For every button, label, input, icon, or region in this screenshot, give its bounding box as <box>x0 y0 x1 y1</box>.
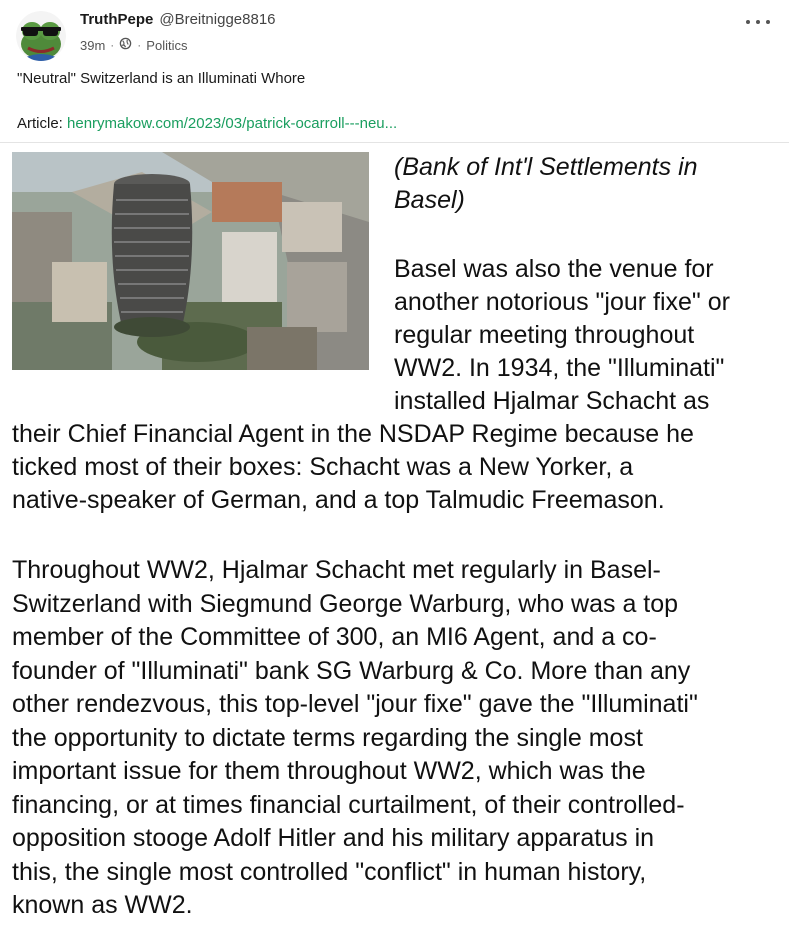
text-line: opposition stooge Adolf Hitler and his military apparatus in <box>12 824 655 852</box>
text-line: installed Hjalmar Schacht as <box>394 387 710 415</box>
text-line: this, the single most controlled "conflict" in human history, <box>12 857 647 886</box>
post-meta <box>80 36 276 54</box>
text-line: known as WW2. <box>12 891 193 919</box>
post-time[interactable]: 39m <box>80 37 106 53</box>
post-topic[interactable]: Politics <box>146 37 188 53</box>
text-line: Switzerland with Siegmund George Warburg, who was a top <box>12 589 679 618</box>
author-name-row <box>80 11 276 33</box>
author-block <box>80 11 276 54</box>
text-line: the opportunity to dictate terms regarding the single most <box>12 723 643 752</box>
post-text: "Neutral" Switzerland is an Illuminati Whore <box>17 70 306 87</box>
author-display-name[interactable]: TruthPepe <box>80 11 154 28</box>
more-options-dots-icon[interactable] <box>746 14 770 30</box>
meta-separator-2: · <box>137 38 142 52</box>
text-line: important issue for them throughout WW2, which was the <box>12 757 646 785</box>
text-line: their Chief Financial Agent in the NSDAP Regime because he <box>12 420 694 448</box>
politics-globe-icon <box>119 37 132 53</box>
text-line: other rendezvous, this top-level "jour fixe" gave the "Illuminati" <box>12 690 698 718</box>
bis-tower-photo <box>12 152 369 370</box>
caption-line: (Bank of Int'l Settlements in <box>394 153 698 181</box>
caption-line: Basel) <box>394 186 465 214</box>
post-header <box>16 10 776 60</box>
paragraph-1-full <box>12 418 787 517</box>
text-line: founder of "Illuminati" bank SG Warburg & Co. More than any <box>12 656 691 685</box>
article-image[interactable] <box>0 143 789 939</box>
author-handle[interactable]: @Breitnigge8816 <box>159 11 276 28</box>
article-prefix: Article: <box>17 115 68 132</box>
text-line: financing, or at times financial curtailment, of their controlled- <box>12 790 685 819</box>
image-caption <box>394 151 784 217</box>
text-line: regular meeting throughout <box>394 321 695 349</box>
text-line: WW2. In 1934, the "Illuminati" <box>394 354 725 382</box>
meta-separator: · <box>110 38 115 52</box>
text-line: ticked most of their boxes: Schacht was a New Yorker, a <box>12 453 634 481</box>
text-line: Throughout WW2, Hjalmar Schacht met regularly in Basel- <box>12 556 661 584</box>
frog-sunglasses-avatar-icon[interactable] <box>16 11 66 61</box>
text-line: Basel was also the venue for <box>394 255 714 283</box>
article-line <box>17 115 397 132</box>
text-line: native-speaker of German, and a top Talmudic Freemason. <box>12 486 665 514</box>
paragraph-2 <box>12 554 787 923</box>
paragraph-1-side <box>394 253 786 418</box>
text-line: another notorious "jour fixe" or <box>394 288 730 316</box>
text-line: member of the Committee of 300, an MI6 Agent, and a co- <box>12 623 657 651</box>
article-link[interactable]: henrymakow.com/2023/03/patrick-ocarroll---neu... <box>67 115 398 132</box>
